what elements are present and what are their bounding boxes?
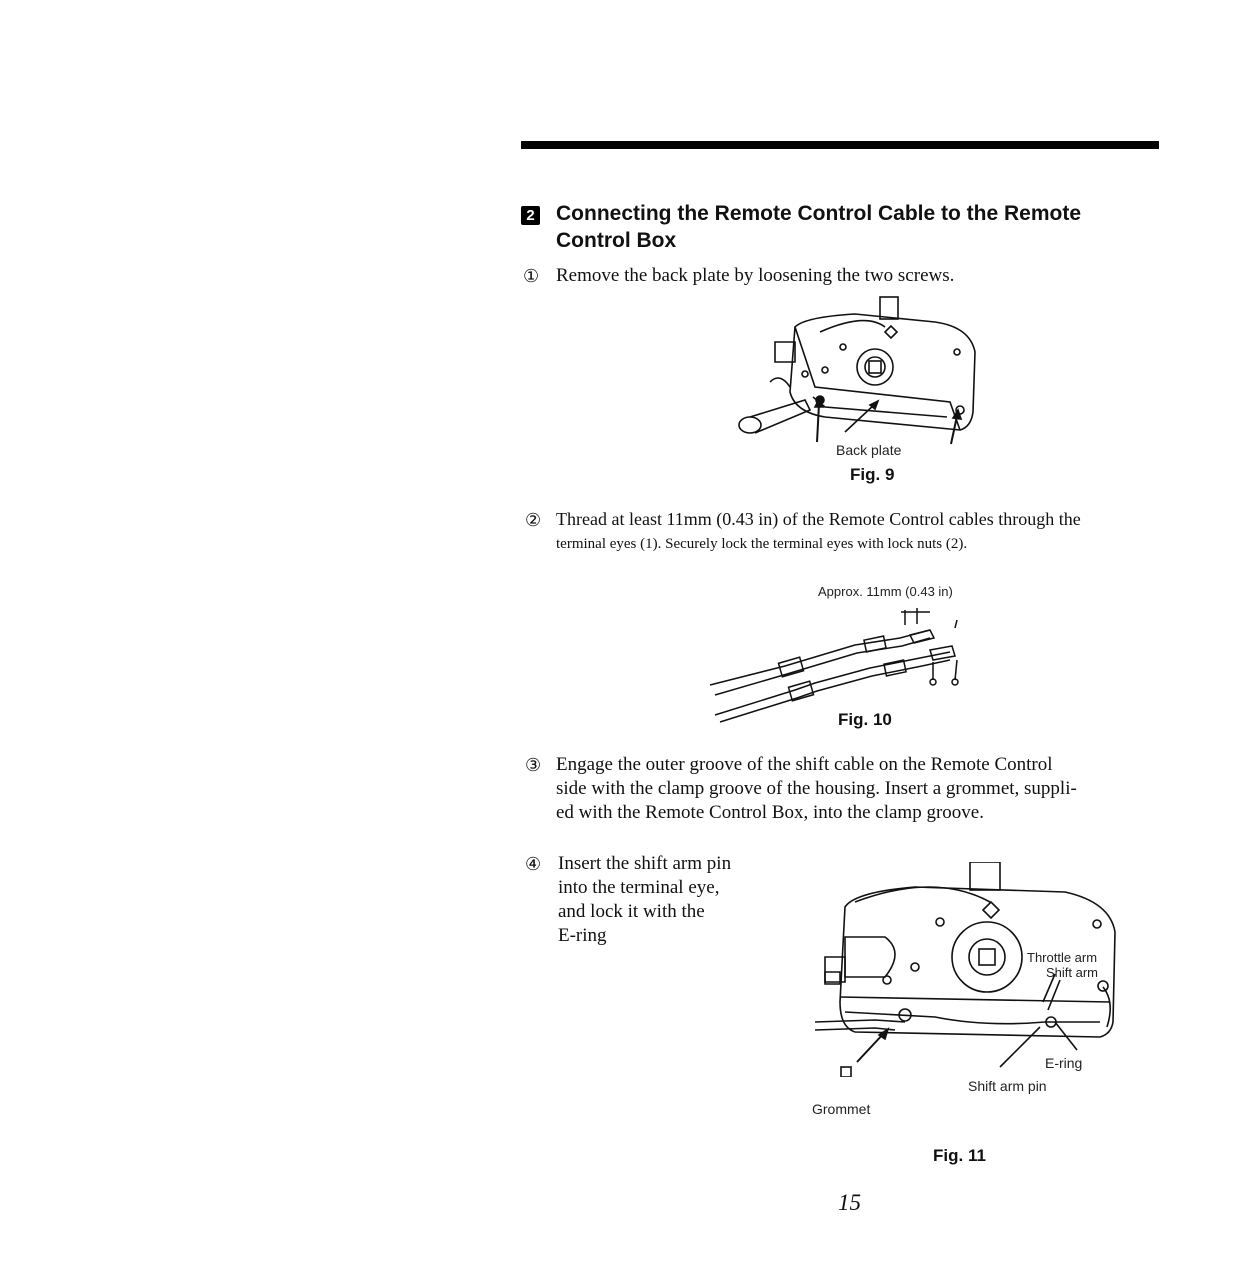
fig10-cables-illustration bbox=[705, 600, 975, 725]
step-4-text-line4: E-ring bbox=[558, 925, 607, 946]
section-title-line1: Connecting the Remote Control Cable to the Remote bbox=[556, 202, 1082, 225]
fig11-label-grommet: Grommet bbox=[812, 1101, 871, 1117]
fig10-caption: Fig. 10 bbox=[838, 710, 892, 729]
fig9-remote-box-illustration bbox=[735, 292, 985, 462]
fig11-label-shift-arm: Shift arm bbox=[1046, 965, 1099, 980]
step-2-text-line1: Thread at least 11mm (0.43 in) of the Remote Control cables through the bbox=[556, 509, 1081, 529]
step-3-text-line1: Engage the outer groove of the shift cable on the Remote Control bbox=[556, 754, 1053, 775]
fig11-label-shift-arm-pin: Shift arm pin bbox=[968, 1078, 1047, 1094]
section-title bbox=[556, 200, 1156, 254]
step-3-text-line2: side with the clamp groove of the housing. Insert a grommet, suppli- bbox=[556, 778, 1077, 799]
step-2-number: ② bbox=[525, 510, 542, 530]
header-rule bbox=[521, 141, 1159, 149]
fig9-label-back-plate: Back plate bbox=[836, 442, 902, 458]
step-1-text: Remove the back plate by loosening the two screws. bbox=[556, 265, 955, 286]
section-number-badge: 2 bbox=[521, 206, 540, 225]
fig11-caption: Fig. 11 bbox=[933, 1146, 986, 1165]
step-2-text-line2: terminal eyes (1). Securely lock the terminal eyes with lock nuts (2). bbox=[556, 536, 968, 552]
fig11-label-throttle-arm: Throttle arm bbox=[1027, 950, 1098, 965]
fig9-caption: Fig. 9 bbox=[850, 465, 895, 484]
step-4-text-line1: Insert the shift arm pin bbox=[558, 853, 732, 874]
page-number: 15 bbox=[838, 1190, 861, 1215]
step-4-text-line3: and lock it with the bbox=[558, 901, 705, 922]
fig10-label-approx: Approx. 11mm (0.43 in) bbox=[818, 584, 953, 599]
step-4-number: ④ bbox=[525, 854, 542, 874]
section-title-line2: Control Box bbox=[556, 229, 677, 252]
fig11-label-e-ring: E-ring bbox=[1045, 1055, 1083, 1071]
step-3-text-line3: ed with the Remote Control Box, into the clamp groove. bbox=[556, 802, 984, 823]
step-3-number: ③ bbox=[525, 755, 542, 775]
step-1-number: ① bbox=[523, 266, 540, 286]
step-4-text-line2: into the terminal eye, bbox=[558, 877, 720, 898]
